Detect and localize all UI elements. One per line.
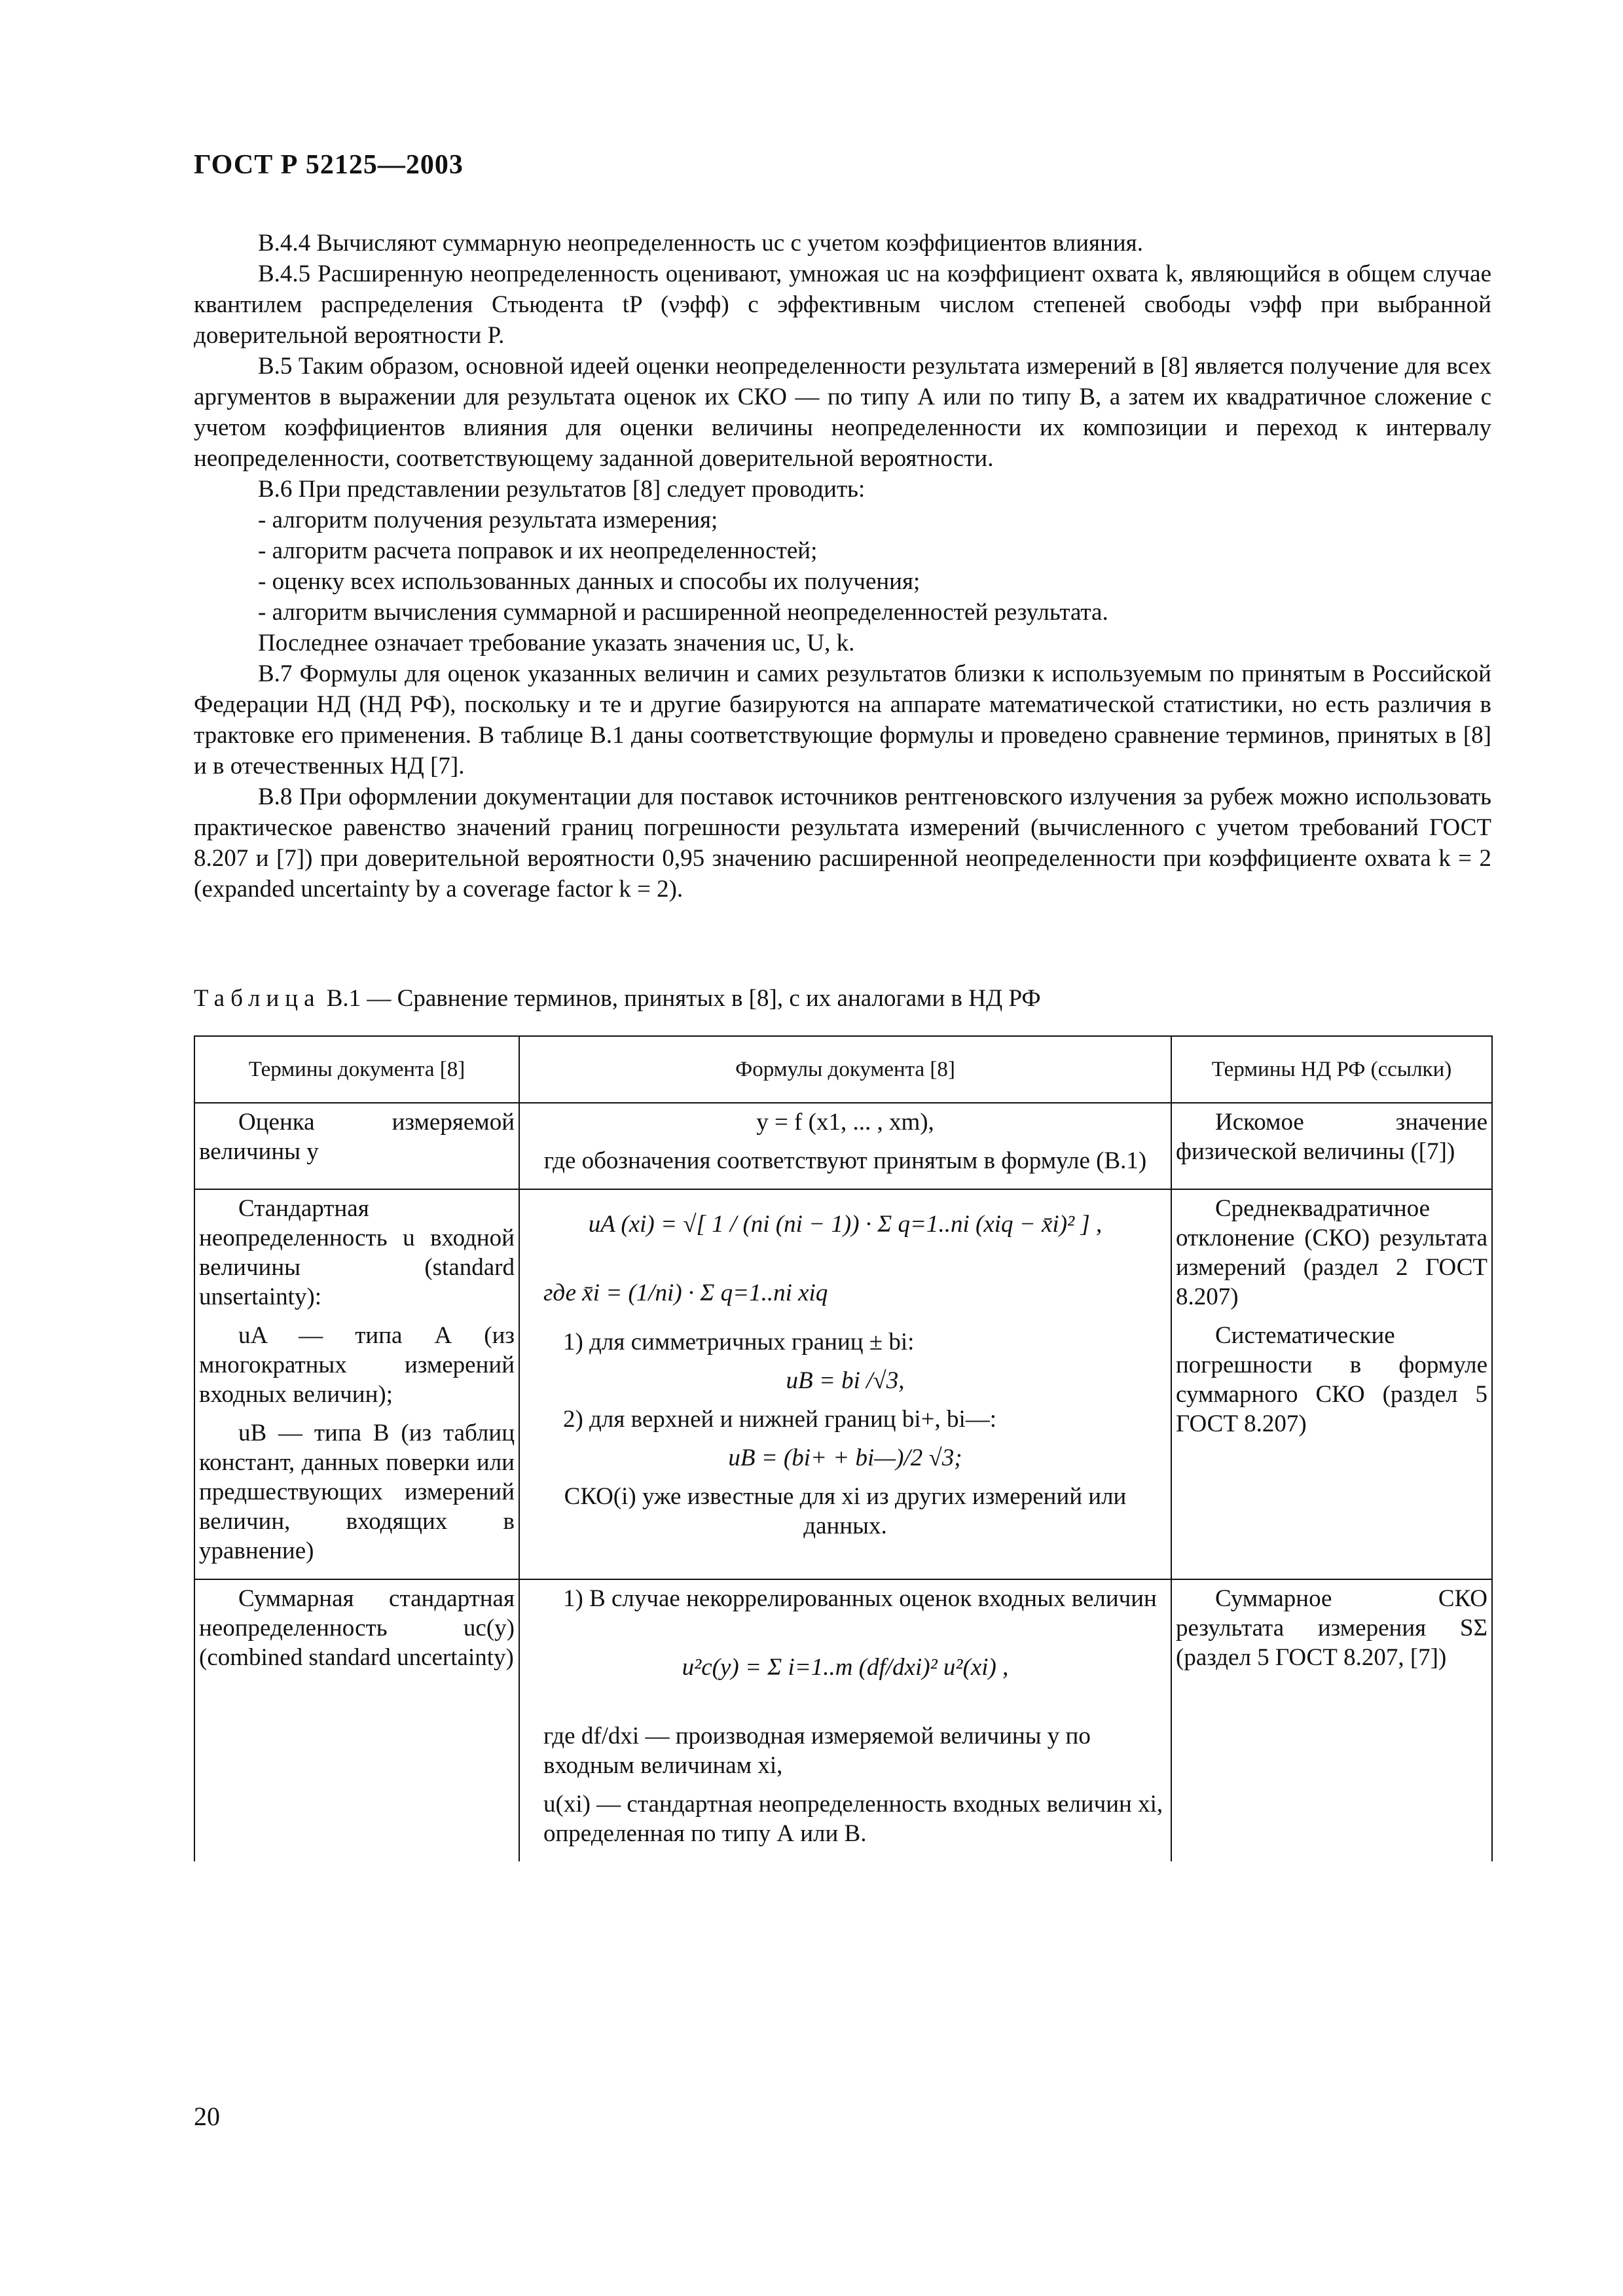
- cell-term: [194, 1103, 519, 1189]
- list-item: - алгоритм получения результата измерения;: [258, 507, 718, 533]
- page-number: 20: [194, 2102, 220, 2131]
- symmetric-bounds-text: 1) для симметричных границ ± bi:: [563, 1329, 915, 1355]
- table-row: [194, 1189, 1492, 1579]
- header-terms-doc: Термины документа [8]: [194, 1036, 519, 1103]
- term-standard-uncertainty: Стандартная неопределенность u входной величины (standard unsertainty):: [199, 1195, 515, 1310]
- term-type-a: uA — типа А (из многократных измерений входных величин);: [199, 1322, 515, 1408]
- body-text: [194, 228, 1491, 905]
- table-caption-text: В.1 — Сравнение терминов, принятых в [8], с их аналогами в НД РФ: [326, 985, 1041, 1012]
- cell-nd-term: [1171, 1103, 1492, 1189]
- formula-uc: u²c(y) = Σ i=1..m (df/dxi)² u²(xi) ,: [682, 1654, 1009, 1681]
- paragraph-b7: В.7 Формулы для оценок указанных величин и самих результатов близки к используемым по принятым в Российской Федерации НД (НД РФ), поскольку и те и другие базируются на аппарате математической статистики, но есть различия в трактовке его применения. В таблице В.1 даны соответствующие формулы и проведено сравнение терминов, принятых в [8] и в отечественных НД [7].: [194, 660, 1491, 780]
- list-item: - алгоритм расчета поправок и их неопределенностей;: [258, 537, 818, 564]
- derivative-text: где df/dxi — производная измеряемой величины y по входным величинам xi,: [543, 1723, 1091, 1779]
- paragraph-b6: В.6 При представлении результатов [8] следует проводить:: [258, 476, 866, 503]
- formula-ua: uA (xi) = √[ 1 / (ni (ni − 1)) · Σ q=1..ni (xiq − x̄i)² ] ,: [588, 1211, 1103, 1238]
- nd-term-combined-sko: Суммарное СКО результата измерения SΣ (раздел 5 ГОСТ 8.207, [7]): [1176, 1585, 1487, 1671]
- asymmetric-bounds-text: 2) для верхней и нижней границ bi+, bi—:: [563, 1406, 997, 1433]
- cell-formula: [519, 1189, 1171, 1579]
- comparison-table: [194, 1035, 1493, 1861]
- paragraph-b44: В.4.4 Вычисляют суммарную неопределенность uc с учетом коэффициентов влияния.: [258, 230, 1143, 257]
- header-formulas-doc: Формулы документа [8]: [519, 1036, 1171, 1103]
- paragraph-b8: В.8 При оформлении документации для поставок источников рентгеновского излучения за рубеж можно использовать практическое равенство значений границ погрешности результата измерений (вычисленного с учетом требований ГОСТ 8.207 и [7]) при доверительной вероятности 0,95 значению расширенной неопределенности при коэффициенте охвата k = 2 (expanded uncertainty by a coverage factor k = 2).: [194, 783, 1491, 903]
- formula-note: где обозначения соответствуют принятым в формуле (В.1): [543, 1147, 1147, 1174]
- cell-nd-term: [1171, 1579, 1492, 1861]
- list-item: - алгоритм вычисления суммарной и расширенной неопределенностей результата.: [258, 599, 1108, 626]
- header-terms-nd: Термины НД РФ (ссылки): [1171, 1036, 1492, 1103]
- table-row: [194, 1103, 1492, 1189]
- paragraph-last-note: Последнее означает требование указать значения uc, U, k.: [258, 630, 855, 656]
- cell-formula: [519, 1579, 1171, 1861]
- formula-ub-symmetric: uB = bi /√3,: [786, 1367, 905, 1394]
- table-header-row: [194, 1036, 1492, 1103]
- document-header: ГОСТ Р 52125—2003: [194, 150, 464, 180]
- input-uncertainty-text: u(xi) — стандартная неопределенность входных величин xi, определенная по типу А или В.: [543, 1791, 1163, 1847]
- term-type-b: uB — типа В (из таблиц констант, данных поверки или предшествующих измерений величин, входящих в уравнение): [199, 1420, 515, 1564]
- term-combined-uncertainty: Суммарная стандартная неопределенность uc(y) (combined standard uncertainty): [199, 1585, 515, 1671]
- nd-term-value: Искомое значение физической величины ([7]): [1176, 1109, 1487, 1165]
- cell-formula: [519, 1103, 1171, 1189]
- formula-y: y = f (x1, ... , xm),: [756, 1109, 934, 1136]
- list-item: - оценку всех использованных данных и способы их получения;: [258, 568, 921, 595]
- nd-term-systematic: Систематические погрешности в формуле суммарного СКО (раздел 5 ГОСТ 8.207): [1176, 1322, 1487, 1437]
- term-estimate: Оценка измеряемой величины y: [199, 1109, 515, 1165]
- cell-term: [194, 1579, 519, 1861]
- formula-mean: где x̄i = (1/ni) · Σ q=1..ni xiq: [543, 1280, 828, 1306]
- table-row: [194, 1579, 1492, 1861]
- paragraph-b45: В.4.5 Расширенную неопределенность оценивают, умножая uc на коэффициент охвата k, являющийся в общем случае квантилем распределения Стьюдента tP (νэфф) с эффективным числом степеней свободы νэфф при выбранной доверительной вероятности P.: [194, 260, 1491, 349]
- cell-nd-term: [1171, 1189, 1492, 1579]
- table-caption: [194, 983, 1041, 1014]
- nd-term-sko: Среднеквадратичное отклонение (СКО) результата измерений (раздел 2 ГОСТ 8.207): [1176, 1195, 1487, 1310]
- sko-known-text: СКО(i) уже известные для xi из других измерений или данных.: [564, 1483, 1127, 1539]
- table-caption-label: Таблица: [194, 985, 321, 1012]
- cell-term: [194, 1189, 519, 1579]
- uncorrelated-text: 1) В случае некоррелированных оценок входных величин: [563, 1585, 1157, 1612]
- paragraph-b5: В.5 Таким образом, основной идеей оценки неопределенности результата измерений в [8] является получение для всех аргументов в выражении для результата оценок их СКО — по типу А или по типу В, а затем их квадратичное сложение с учетом коэффициентов влияния для оценки величины неопределенности их композиции и переход к интервалу неопределенности, соответствующему заданной доверительной вероятности.: [194, 353, 1491, 472]
- formula-ub-asymmetric: uB = (bi+ + bi—)/2 √3;: [728, 1444, 962, 1471]
